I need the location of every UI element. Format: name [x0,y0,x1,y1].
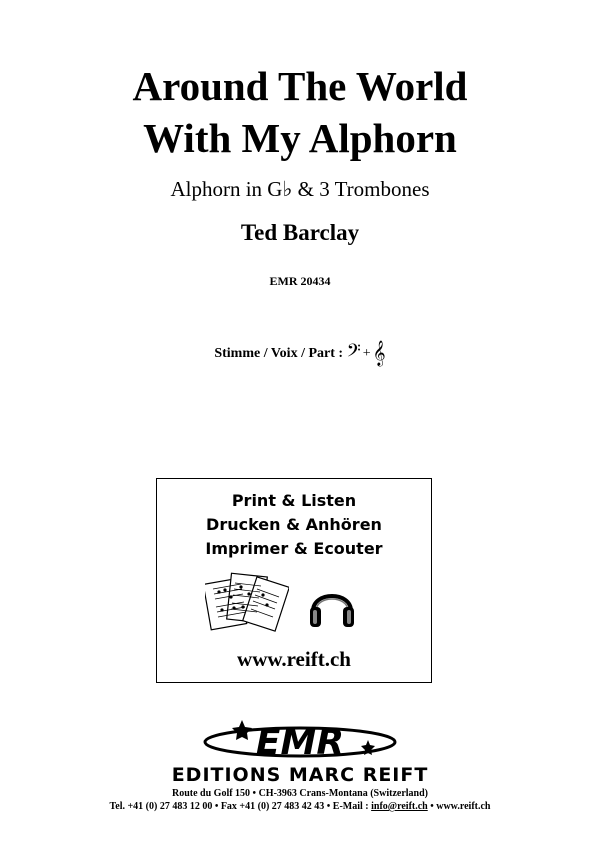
title [0,60,600,164]
sheet-music-icon [205,567,289,633]
composer: Ted Barclay [240,220,360,245]
bass-clef-icon: 𝄢 [346,341,361,366]
promo-lines [157,489,431,561]
catalog-number: EMR 20434 [269,274,331,288]
headphones-icon [307,579,357,631]
star-icon [232,720,252,740]
publisher-name: EDITIONS MARC REIFT [171,764,429,786]
publisher-address: Route du Golf 150 • CH-3963 Crans-Montana (Switzerland) [172,788,428,799]
promo-line-3: Imprimer & Ecouter [205,539,383,558]
title-line-2: With My Alphorn [143,115,457,161]
part-line [0,341,600,366]
contact-phone-fax: Tel. +41 (0) 27 483 12 00 • Fax +41 (0) 27 483 42 43 • E-Mail : [109,801,372,812]
promo-url[interactable]: www.reift.ch [237,647,351,671]
plus-sign: + [362,346,371,361]
contact-website: • www.reift.ch [427,801,491,812]
treble-clef-icon: 𝄞 [372,341,386,366]
logo-text: EMR [255,722,345,763]
title-line-1: Around The World [132,63,468,109]
promo-line-2: Drucken & Anhören [206,515,382,534]
publisher-contact [0,801,600,812]
print-listen-box [156,478,432,683]
email-link[interactable]: info@reift.ch [371,801,428,812]
promo-line-1: Print & Listen [231,491,357,510]
subtitle: Alphorn in G♭ & 3 Trombones [170,177,430,201]
part-label: Stimme / Voix / Part : [214,346,344,361]
